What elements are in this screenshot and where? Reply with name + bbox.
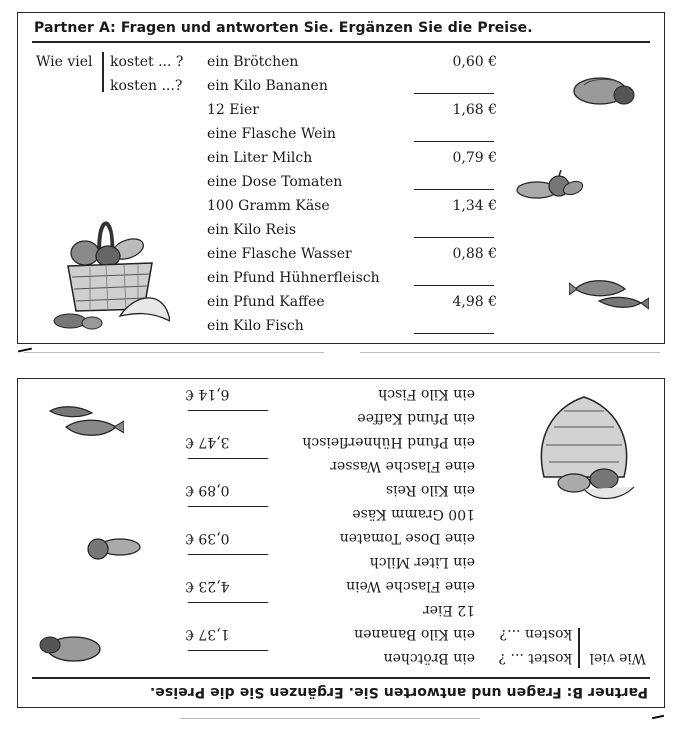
price-blank-line[interactable]: [414, 237, 494, 238]
price-value: 0,60 €: [452, 54, 497, 70]
question-verb-kostet: kostet ... ?: [498, 650, 572, 666]
price-blank-line[interactable]: [188, 602, 268, 603]
price-value: 3,47 €: [185, 434, 230, 450]
list-item: ein Pfund Kaffee: [207, 294, 325, 310]
list-item: eine Flasche Wasser: [207, 246, 352, 262]
list-item: ein Kilo Reis: [207, 222, 297, 238]
price-value: 0,79 €: [452, 150, 497, 166]
header-rule: [32, 41, 650, 43]
price-value: 4,98 €: [452, 294, 497, 310]
scan-edge: [24, 352, 324, 353]
scan-edge: [180, 718, 480, 719]
fish-icon: [569, 271, 649, 313]
question-divider: [102, 52, 104, 92]
price-blank-line[interactable]: [188, 458, 268, 459]
question-wie-viel: Wie viel: [589, 650, 646, 666]
list-item: ein Kilo Reis: [385, 482, 475, 498]
fruit-basket-icon: [40, 201, 170, 331]
price-value: 0,88 €: [452, 246, 497, 262]
question-wie-viel: Wie viel: [36, 54, 93, 70]
list-item: eine Flasche Wein: [207, 126, 336, 142]
partner-b-panel: [17, 378, 665, 708]
price-value: 4,23 €: [185, 578, 230, 594]
question-verb-kosten: kosten ...?: [499, 626, 572, 642]
bread-loaf-icon: [570, 69, 640, 109]
price-blank-line[interactable]: [188, 410, 268, 411]
list-item: ein Kilo Bananen: [354, 626, 475, 642]
list-item: 100 Gramm Käse: [207, 198, 330, 214]
list-item: ein Kilo Bananen: [207, 78, 328, 94]
list-item: ein Brötchen: [207, 54, 299, 70]
list-item: ein Kilo Fisch: [207, 318, 304, 334]
price-blank-line[interactable]: [414, 189, 494, 190]
list-item: 100 Gramm Käse: [352, 506, 475, 522]
price-blank-line[interactable]: [188, 650, 268, 651]
list-item: eine Flasche Wein: [346, 578, 475, 594]
list-item: ein Liter Milch: [369, 554, 475, 570]
list-item: eine Dose Tomaten: [339, 530, 475, 546]
scan-mark: [652, 715, 664, 719]
price-blank-line[interactable]: [414, 141, 494, 142]
price-value: 1,34 €: [452, 198, 497, 214]
price-blank-line[interactable]: [188, 506, 268, 507]
price-value: 1,68 €: [452, 102, 497, 118]
question-verb-kostet: kostet ... ?: [110, 54, 184, 70]
bread-loaf-icon: [36, 631, 106, 667]
fish-icon: [40, 401, 124, 445]
partner-a-panel: [17, 12, 665, 344]
vegetables-icon: [515, 168, 585, 206]
list-item: ein Liter Milch: [207, 150, 313, 166]
price-value: 0,39 €: [185, 530, 230, 546]
list-item: eine Flasche Wasser: [330, 458, 475, 474]
list-item: ein Pfund Hühnerfleisch: [302, 434, 475, 450]
header-rule: [32, 677, 650, 679]
price-value: 6,14 €: [185, 386, 230, 402]
question-divider: [579, 628, 581, 668]
price-blank-line[interactable]: [414, 333, 494, 334]
price-blank-line[interactable]: [188, 554, 268, 555]
list-item: ein Kilo Fisch: [378, 386, 475, 402]
list-item: ein Pfund Hühnerfleisch: [207, 270, 380, 286]
scan-edge: [360, 352, 660, 353]
question-verb-kosten: kosten ...?: [110, 78, 183, 94]
panel-a-header: Partner A: Fragen und antworten Sie. Ergänzen Sie die Preise.: [34, 20, 533, 36]
list-item: ein Pfund Kaffee: [357, 410, 475, 426]
price-value: 1,37 €: [185, 626, 230, 642]
list-item: 12 Eier: [207, 102, 259, 118]
price-blank-line[interactable]: [414, 285, 494, 286]
fruit-basket-icon: [524, 387, 644, 507]
panel-b-header: Partner B: Fragen und antworten Sie. Ergänzen Sie die Preise.: [149, 684, 648, 700]
list-item: ein Brötchen: [383, 650, 475, 666]
price-value: 0,89 €: [185, 482, 230, 498]
list-item: eine Dose Tomaten: [207, 174, 343, 190]
price-blank-line[interactable]: [414, 93, 494, 94]
vegetables-icon: [74, 529, 144, 565]
list-item: 12 Eier: [423, 602, 475, 618]
